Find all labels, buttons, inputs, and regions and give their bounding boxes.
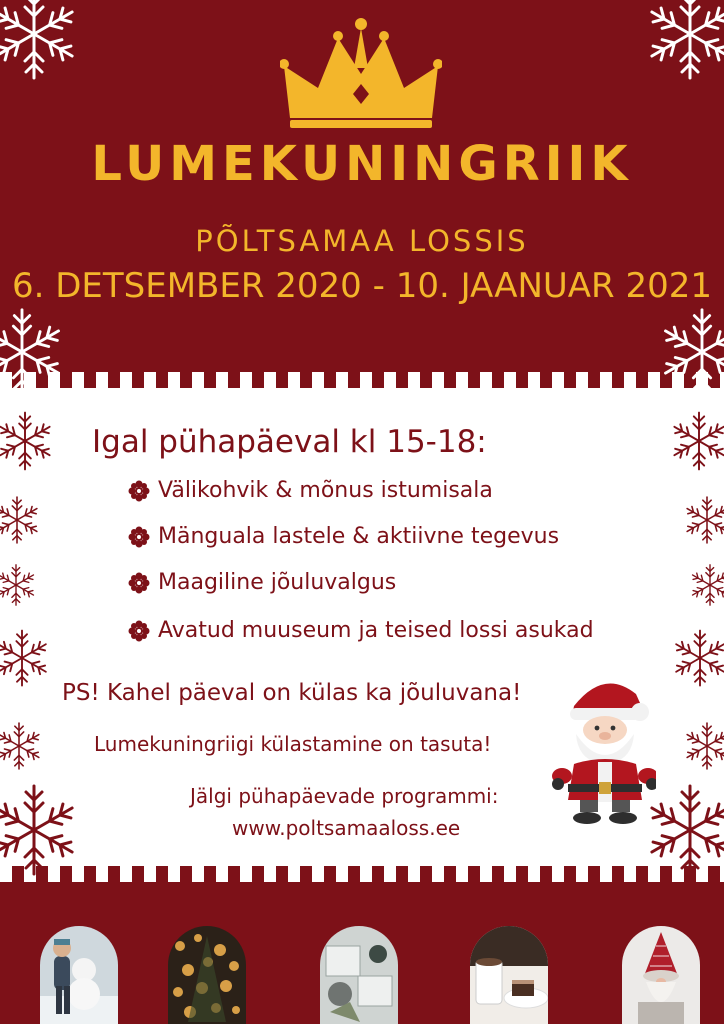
event-dates: 6. DETSEMBER 2020 - 10. JAANUAR 2021: [11, 266, 713, 306]
christmas-lights-photo: [168, 926, 246, 1024]
snowflake-icon: [0, 560, 38, 610]
snowflake-icon: [0, 782, 82, 878]
venue-subtitle: PÕLTSAMAA LOSSIS: [195, 224, 529, 258]
list-item-text: Avatud muuseum ja teised lossi asukad: [158, 618, 594, 643]
list-item: [128, 570, 396, 595]
panel-edge-top: [0, 372, 724, 388]
list-item: [128, 618, 594, 643]
bullet-flower-icon: [128, 526, 150, 548]
snowflake-icon: [642, 0, 724, 82]
coffee-cake-photo: [470, 926, 548, 1024]
list-item-text: Maagiline jõuluvalgus: [158, 570, 397, 595]
list-item: [128, 524, 559, 549]
snowflake-icon: [670, 616, 724, 700]
snowflake-icon: [0, 716, 44, 776]
bullet-flower-icon: [128, 620, 150, 642]
santa-illustration: [552, 672, 656, 824]
event-title: LUMEKUNINGRIIK: [91, 136, 633, 192]
gift-wrapping-photo: [320, 926, 398, 1024]
panel-edge-bottom: [0, 866, 724, 882]
child-snowman-photo: [40, 926, 118, 1024]
list-item-text: Mänguala lastele & aktiivne tegevus: [158, 524, 560, 549]
ps-note: PS! Kahel päeval on külas ka jõuluvana!: [62, 680, 522, 706]
snowflake-icon: [682, 716, 724, 776]
list-item: [128, 478, 493, 503]
bullet-flower-icon: [128, 572, 150, 594]
snowflake-icon: [0, 0, 82, 82]
list-item-text: Välikohvik & mõnus istumisala: [158, 478, 493, 503]
free-entry-note: Lumekuningriigi külastamine on tasuta!: [94, 732, 492, 756]
website-link[interactable]: www.poltsamaaloss.ee: [232, 816, 461, 840]
schedule-heading: Igal pühapäeval kl 15-18:: [92, 424, 487, 460]
snowflake-icon: [682, 490, 724, 550]
gnome-photo: [622, 926, 700, 1024]
snowflake-icon: [668, 400, 724, 482]
snowflake-icon: [0, 616, 52, 700]
snowflake-icon: [688, 560, 724, 610]
crown-icon: [280, 18, 442, 130]
bullet-flower-icon: [128, 480, 150, 502]
snowflake-icon: [0, 490, 42, 550]
snowflake-icon: [0, 400, 56, 482]
program-note: Jälgi pühapäevade programmi:: [190, 784, 499, 808]
